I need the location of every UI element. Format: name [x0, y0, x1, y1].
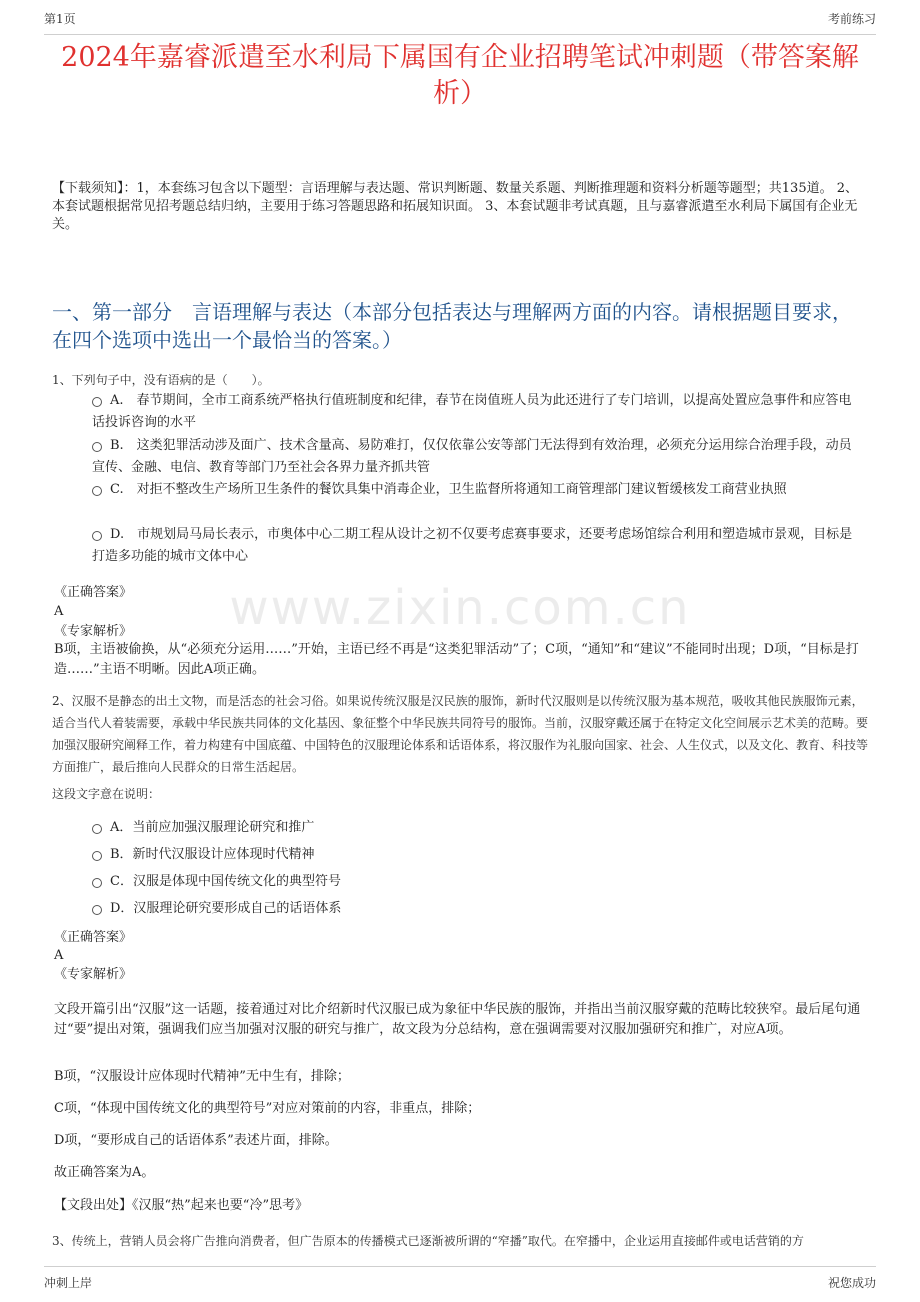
answer-label: 《正确答案》	[54, 585, 133, 600]
download-notice: 【下载须知】：1，本套练习包含以下题型：言语理解与表达题、常识判断题、数量关系题、判断推理题和资料分析题等题型；共135道。 2、本套试题根据常见招考题总结归纳，主要用于练习答题思路和拓展知识面。 3、本套试题非考试真题，且与嘉睿派遣至水利局下属国有企业无关。	[52, 181, 858, 232]
radio-icon[interactable]	[92, 824, 102, 834]
option-text: D. 市规划局马局长表示，市奥体中心二期工程从设计之初不仅要考虑赛事要求，还要考虑场馆综合利用和塑造城市景观，目标是打造多功能的城市文体中心	[92, 527, 853, 564]
option-text: C. 对拒不整改生产场所卫生条件的餐饮具集中消毒企业，卫生监督所将通知工商管理部门建议暂缓核发工商营业执照	[110, 482, 787, 497]
question-2-source: 【文段出处】《汉服“热”起来也要“冷”思考》	[54, 1198, 309, 1213]
question-2-conclusion: 故正确答案为A。	[54, 1165, 155, 1180]
question-1-option-c[interactable]	[92, 479, 862, 501]
option-text: D．汉服理论研究要形成自己的话语体系	[110, 901, 342, 916]
option-text: C．汉服是体现中国传统文化的典型符号	[110, 874, 341, 889]
page-number: 第1页	[44, 12, 76, 26]
footer-left: 冲刺上岸	[44, 1276, 93, 1290]
radio-icon[interactable]	[92, 878, 102, 888]
option-text: A．当前应加强汉服理论研究和推广	[110, 820, 315, 835]
answer-label: 《正确答案》	[54, 930, 133, 945]
question-2-prompt: 这段文字意在说明：	[52, 787, 161, 801]
header-tag: 考前练习	[827, 12, 876, 26]
option-text: B．新时代汉服设计应体现时代精神	[110, 847, 315, 862]
question-2-option-c[interactable]	[92, 871, 862, 893]
radio-icon[interactable]	[92, 851, 102, 861]
question-1-option-b[interactable]	[92, 435, 862, 479]
question-2-analysis-c: C项，“体现中国传统文化的典型符号”对应对策前的内容，非重点，排除；	[54, 1101, 481, 1116]
radio-icon[interactable]	[92, 531, 102, 541]
option-text: B. 这类犯罪活动涉及面广、技术含量高、易防难打，仅仅依靠公安等部门无法得到有效治理，必须充分运用综合治理手段，动员宣传、金融、电信、教育等部门乃至社会各界力量齐抓共管	[92, 438, 852, 475]
question-1-option-a[interactable]	[92, 390, 862, 434]
question-2-stem: 2、汉服不是静态的出土文物，而是活态的社会习俗。如果说传统汉服是汉民族的服饰，新时代汉服则是以传统汉服为基本规范，吸收其他民族服饰元素，适合当代人着装需要，承载中华民族共同体的文化基因、象征整个中华民族共同符号的服饰。当前，汉服穿戴还属于在特定文化空间展示艺术美的范畴。要加强汉服研究阐释工作，着力构建有中国底蕴、中国特色的汉服理论体系和话语体系，将汉服作为礼服向国家、社会、人生仪式，以及文化、教育、科技等方面推广，最后推向人民群众的日常生活起居。	[52, 694, 869, 774]
watermark: www.zixin.com.cn	[229, 580, 691, 636]
question-1-analysis: B项，主语被偷换，从“必须充分运用……”开始，主语已经不再是“这类犯罪活动”了；C项，“通知”和“建议”不能同时出现；D项，“目标是打造……”主语不明晰。因此A项正确。	[54, 642, 859, 677]
radio-icon[interactable]	[92, 486, 102, 496]
question-1-answer: A	[54, 604, 64, 619]
radio-icon[interactable]	[92, 442, 102, 452]
radio-icon[interactable]	[92, 905, 102, 915]
question-3-stem: 3、传统上，营销人员会将广告推向消费者，但广告原本的传播模式已逐渐被所谓的“窄播”取代。在窄播中，企业运用直接邮件或电话营销的方	[52, 1234, 804, 1248]
question-2-option-b[interactable]	[92, 844, 862, 866]
footer-right: 祝您成功	[827, 1276, 876, 1290]
radio-icon[interactable]	[92, 397, 102, 407]
page-footer	[44, 1266, 876, 1291]
section-title: 一、第一部分 言语理解与表达（本部分包括表达与理解两方面的内容。请根据题目要求，在四个选项中选出一个最恰当的答案。）	[52, 300, 852, 352]
document-title: 2024年嘉睿派遣至水利局下属国有企业招聘笔试冲刺题（带答案解析）	[61, 42, 859, 109]
page-header	[44, 10, 876, 35]
question-2-analysis-main: 文段开篇引出“汉服”这一话题，接着通过对比介绍新时代汉服已成为象征中华民族的服饰，并指出当前汉服穿戴的范畴比较狭窄。最后尾句通过“要”提出对策，强调我们应当加强对汉服的研究与推广，故文段为分总结构，意在强调需要对汉服加强研究和推广，对应A项。	[54, 1002, 861, 1037]
option-text: A. 春节期间，全市工商系统严格执行值班制度和纪律，春节在岗值班人员为此还进行了专门培训，以提高处置应急事件和应答电话投诉咨询的水平	[92, 393, 852, 430]
question-2-analysis-d: D项，“要形成自己的话语体系”表述片面，排除。	[54, 1133, 338, 1148]
analysis-label: 《专家解析》	[54, 624, 133, 639]
question-1-stem: 1、下列句子中，没有语病的是（ ）。	[52, 373, 270, 387]
question-2-analysis-b: B项，“汉服设计应体现时代精神”无中生有，排除；	[54, 1069, 350, 1084]
question-2-option-d[interactable]	[92, 898, 862, 920]
analysis-label: 《专家解析》	[54, 967, 133, 982]
question-2-option-a[interactable]	[92, 817, 862, 839]
question-2-answer: A	[54, 948, 64, 963]
question-1-option-d[interactable]	[92, 524, 862, 568]
